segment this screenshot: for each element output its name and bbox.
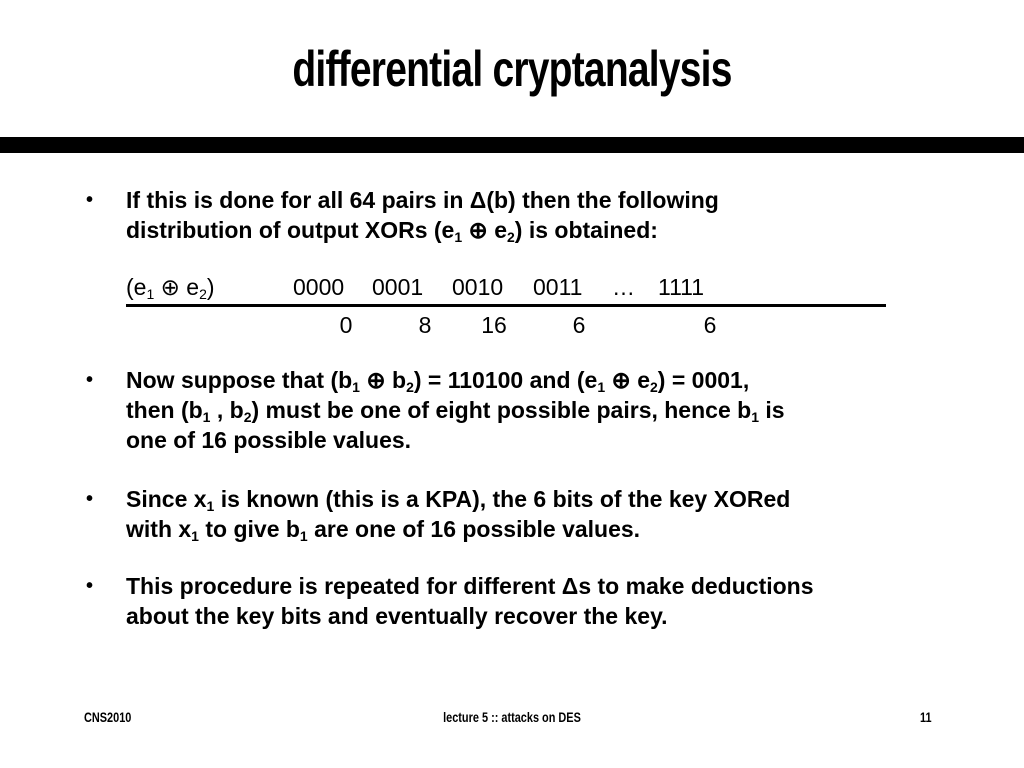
subscript: 1: [206, 498, 215, 514]
table-value-cell: 0: [339, 312, 353, 338]
bullet-2-text: [126, 365, 946, 455]
bullet-4-text: [126, 571, 946, 631]
table-header-cell: …: [612, 274, 635, 300]
table-header-cell: 0000: [293, 274, 345, 300]
bullet-4-line-2: about the key bits and eventually recover the key.: [126, 603, 668, 629]
subscript: 2: [406, 379, 414, 395]
bullet-3-line-1: [126, 484, 946, 514]
subscript: 1: [191, 528, 199, 544]
table-value-cell: 16: [481, 312, 507, 338]
slide-title: differential cryptanalysis: [292, 41, 732, 97]
table-divider-line: [126, 304, 886, 307]
bullet-dot: •: [86, 189, 94, 211]
subscript: 2: [199, 286, 207, 302]
table-value-cell: 6: [703, 312, 717, 338]
text-run: ) = 110100 and (e: [413, 367, 598, 393]
title-divider-bar: [0, 137, 1024, 153]
text-run: ) = 0001,: [657, 367, 750, 393]
bullet-2-line-2: [126, 395, 946, 425]
bullet-4-line-1: This procedure is repeated for different Δs to make deductions: [126, 573, 814, 599]
text-run: is: [758, 397, 785, 423]
bullet-3-text: [126, 484, 946, 544]
table-header-cell: 1111: [658, 274, 705, 300]
bullet-dot: •: [86, 488, 94, 510]
text-run: with x: [126, 516, 192, 542]
text-run: ⊕ b: [359, 367, 407, 393]
bullet-2-line-1: [126, 365, 946, 395]
subscript: 2: [507, 229, 515, 245]
text-run: are one of 16 possible values.: [307, 516, 641, 542]
bullet-1-line-2: [126, 215, 946, 245]
text-run: ) must be one of eight possible pairs, hence b: [251, 397, 752, 423]
subscript: 2: [243, 409, 252, 425]
subscript: 1: [751, 409, 759, 425]
subscript: 1: [202, 409, 211, 425]
text-run: (e: [126, 274, 147, 300]
table-header-cell: 0011: [533, 274, 583, 300]
bullet-3-line-2: [126, 514, 946, 544]
text-run: Since x: [126, 486, 207, 512]
subscript: 1: [454, 229, 463, 245]
text-run: distribution of output XORs (e: [126, 217, 455, 243]
table-header-cell: 0001: [372, 274, 424, 300]
bullet-2-line-3: one of 16 possible values.: [126, 427, 412, 453]
bullet-dot: •: [86, 575, 94, 597]
bullet-1-text: [126, 185, 946, 245]
text-run: ⊕ e: [462, 217, 507, 243]
table-value-cell: 8: [418, 312, 432, 338]
subscript: 1: [299, 528, 308, 544]
subscript: 1: [146, 286, 155, 302]
text-run: then (b: [126, 397, 203, 423]
table-header-cell: 0010: [452, 274, 504, 300]
text-run: is known (this is a KPA), the 6 bits of the key XORed: [214, 486, 791, 512]
bullet-dot: •: [86, 369, 94, 391]
bullet-1-line-1: If this is done for all 64 pairs in Δ(b) then the following: [126, 187, 719, 213]
footer-page-number: 11: [920, 709, 932, 725]
text-run: ) is obtained:: [514, 217, 658, 243]
text-run: Now suppose that (b: [126, 367, 353, 393]
text-run: to give b: [198, 516, 300, 542]
text-run: , b: [210, 397, 244, 423]
subscript: 2: [650, 379, 658, 395]
table-value-cell: 6: [572, 312, 586, 338]
subscript: 1: [352, 379, 360, 395]
text-run: ⊕ e: [605, 367, 650, 393]
table-row-label: [126, 272, 215, 302]
footer-course-code: CNS2010: [84, 709, 132, 725]
text-run: ): [206, 274, 215, 300]
subscript: 1: [597, 379, 606, 395]
footer-lecture-title: lecture 5 :: attacks on DES: [443, 709, 581, 725]
text-run: ⊕ e: [154, 274, 200, 300]
